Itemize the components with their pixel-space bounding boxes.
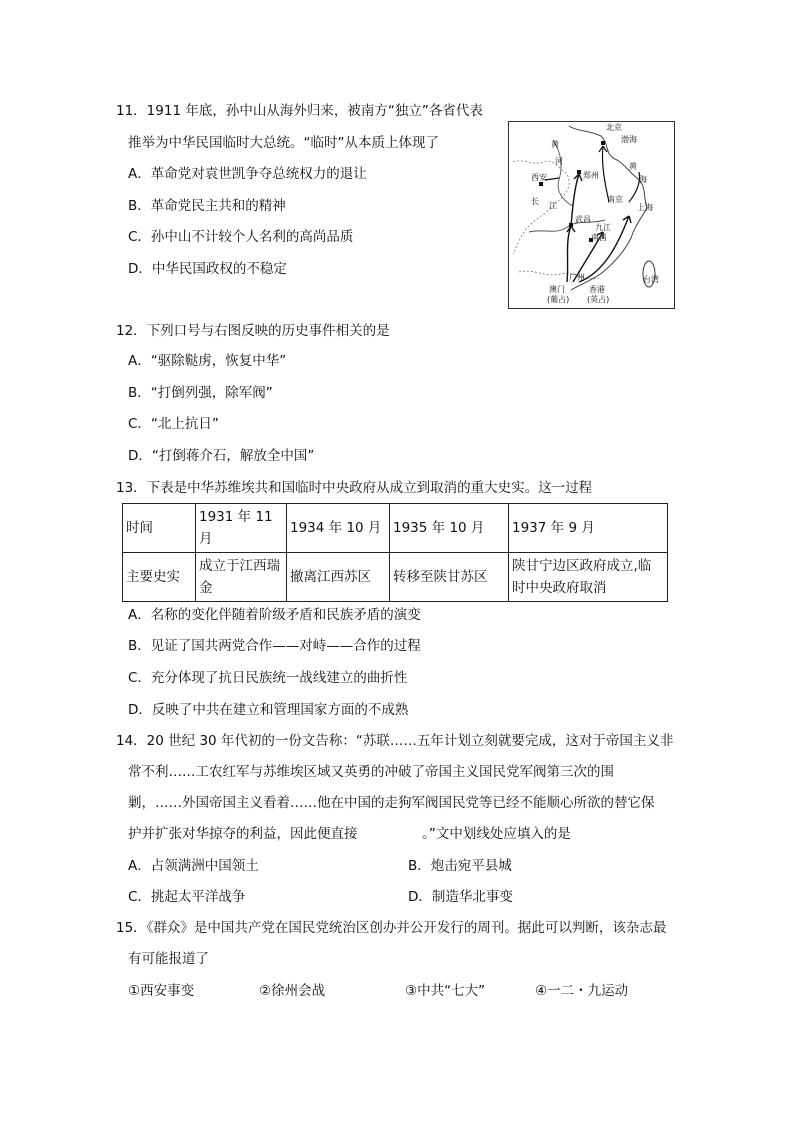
svg-text:西安: 西安 xyxy=(531,173,547,182)
table-cell: 1931 年 11 月 xyxy=(196,504,287,553)
q14-option-c[interactable]: C．挑起太平洋战争 xyxy=(128,889,246,905)
table-cell: 转移至陕甘苏区 xyxy=(390,553,509,602)
svg-text:九江: 九江 xyxy=(595,223,611,232)
svg-text:香港: 香港 xyxy=(589,285,605,294)
table-cell: 主要史实 xyxy=(123,553,196,602)
q11-option-c[interactable]: C．孙中山不计较个人名利的高尚品质 xyxy=(128,229,354,245)
q13-option-b[interactable]: B．见证了国共两党合作——对峙——合作的过程 xyxy=(128,638,421,654)
northern-expedition-map xyxy=(508,121,675,309)
q11-stem-line2: 推举为中华民国临时大总统。“临时”从本质上体现了 xyxy=(128,135,439,151)
q15-item-3: ③中共“七大” xyxy=(405,983,486,999)
q13-option-c[interactable]: C．充分体现了抗日民族统一战线建立的曲折性 xyxy=(128,670,408,686)
q14-stem-text: 护并扩张对华掠夺的利益，因此便直接 xyxy=(128,826,358,842)
q15-item-1: ①西安事变 xyxy=(128,983,195,999)
svg-text:长: 长 xyxy=(531,197,539,206)
q14-stem-line2: 常不利……工农红军与苏维埃区域又英勇的冲破了帝国主义国民党军阀第三次的围 xyxy=(128,764,614,780)
table-cell: 1934 年 10 月 xyxy=(287,504,390,553)
svg-text:黄: 黄 xyxy=(629,162,637,171)
svg-text:黄: 黄 xyxy=(551,140,559,149)
q12-option-c[interactable]: C．“北上抗日” xyxy=(128,416,219,432)
table-cell: 1937 年 9 月 xyxy=(509,504,668,553)
svg-text:(葡占): (葡占) xyxy=(547,295,570,304)
svg-text:南京: 南京 xyxy=(607,195,623,204)
table-row xyxy=(123,504,668,553)
q14-option-d[interactable]: D．制造华北事变 xyxy=(408,889,513,905)
q14-stem-line3: 剿，……外国帝国主义看着……他在中国的走狗军阀国民党等已经不能顺心所欲的替它保 xyxy=(128,795,655,811)
q11-option-a[interactable]: A．革命党对袁世凯争夺总统权力的退让 xyxy=(128,166,367,182)
q11-option-d[interactable]: D．中华民国政权的不稳定 xyxy=(128,261,287,277)
svg-text:河: 河 xyxy=(555,157,563,166)
q11-option-b[interactable]: B．革命党民主共和的精神 xyxy=(128,198,286,214)
map-svg xyxy=(509,122,674,308)
svg-text:海: 海 xyxy=(639,175,647,184)
table-cell: 时间 xyxy=(123,504,196,553)
table-cell: 陕甘宁边区政府成立,临时中央政府取消 xyxy=(509,553,668,602)
q11-stem-line1: 11．1911 年底，孙中山从海外归来，被南方“独立”各省代表 xyxy=(116,103,483,119)
table-cell: 撤离江西苏区 xyxy=(287,553,390,602)
svg-text:上海: 上海 xyxy=(637,203,653,212)
q13-option-a[interactable]: A．名称的变化伴随着阶级矛盾和民族矛盾的演变 xyxy=(128,607,421,623)
q15-stem-line1: 15．《群众》是中国共产党在国民党统治区创办并公开发行的周刊。据此可以判断，该杂志最 xyxy=(116,920,667,936)
q12-stem: 12．下列口号与右图反映的历史事件相关的是 xyxy=(116,323,390,339)
q13-option-d[interactable]: D．反映了中共在建立和管理国家方面的不成熟 xyxy=(128,702,409,718)
svg-text:郑州: 郑州 xyxy=(583,171,599,180)
q12-option-b[interactable]: B．“打倒列强，除军阀” xyxy=(128,385,273,401)
q14-option-b[interactable]: B．炮击宛平县城 xyxy=(408,858,512,874)
table-row xyxy=(123,553,668,602)
svg-text:台湾: 台湾 xyxy=(643,275,659,284)
svg-text:(英占): (英占) xyxy=(587,295,610,304)
q15-stem-line2: 有可能报道了 xyxy=(128,951,209,967)
q13-history-table xyxy=(122,503,668,602)
table-cell: 成立于江西瑞金 xyxy=(196,553,287,602)
svg-text:北京: 北京 xyxy=(606,123,622,132)
svg-text:南昌: 南昌 xyxy=(591,233,607,242)
q12-option-d[interactable]: D．“打倒蒋介石，解放全中国” xyxy=(128,448,315,464)
table-cell: 1935 年 10 月 xyxy=(390,504,509,553)
q15-item-2: ②徐州会战 xyxy=(259,983,326,999)
q15-item-4: ④一二・九运动 xyxy=(535,983,629,999)
svg-text:广州: 广州 xyxy=(569,273,585,282)
q14-stem-line4 xyxy=(128,824,571,844)
q14-option-a[interactable]: A．占领满洲中国领土 xyxy=(128,858,259,874)
q12-option-a[interactable]: A．“驱除鞑虏，恢复中华” xyxy=(128,353,287,369)
svg-text:渤海: 渤海 xyxy=(621,135,637,144)
q14-stem-line1: 14．20 世纪 30 年代初的一份文告称：“苏联……五年计划立刻就要完成，这对于帝国主义非 xyxy=(116,733,674,749)
q14-stem-tail: 。”文中划线处应填入的是 xyxy=(422,826,571,842)
svg-text:澳门: 澳门 xyxy=(549,285,565,294)
svg-text:武昌: 武昌 xyxy=(575,215,591,224)
svg-text:江: 江 xyxy=(549,201,557,210)
q13-stem: 13．下表是中华苏维埃共和国临时中央政府从成立到取消的重大史实。这一过程 xyxy=(116,480,593,496)
